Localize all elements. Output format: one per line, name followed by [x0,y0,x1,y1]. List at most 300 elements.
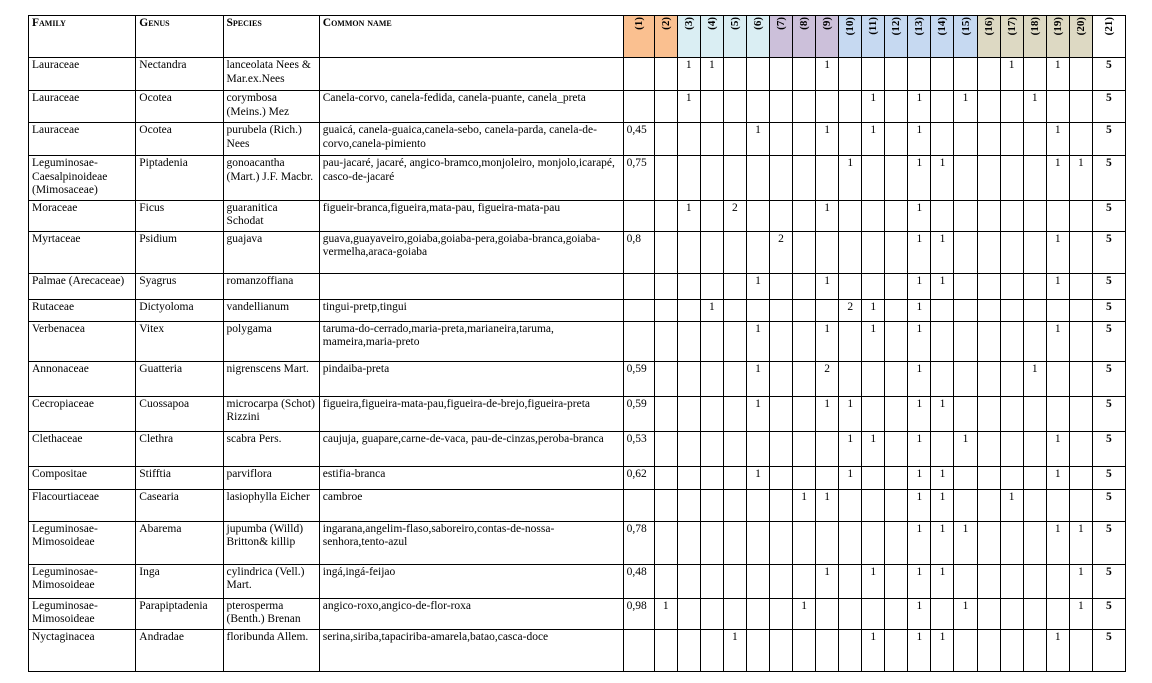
cell-col-2 [654,273,677,299]
column-header-10 [839,16,862,58]
cell-col-17: 1 [1000,58,1023,91]
cell-col-10 [839,598,862,629]
cell-common: angico-roxo,angico-de-flor-roxa [319,598,623,629]
cell-species: vandellianum [223,299,319,321]
cell-col-5 [723,361,746,396]
cell-common: figueira,figueira-mata-pau,figueira-de-brejo,figueira-preta [319,396,623,431]
cell-col-7 [769,564,792,598]
cell-family: Verbenacea [29,321,136,361]
column-header-genus: Genus [136,16,223,58]
cell-species: gonoacantha (Mart.) J.F. Macbr. [223,156,319,201]
cell-col-9 [816,521,839,564]
cell-col-13: 1 [908,200,931,231]
cell-col-17 [1000,564,1023,598]
cell-col-7 [769,91,792,123]
cell-genus: Clethra [136,431,223,466]
cell-col-5 [723,321,746,361]
cell-col-18 [1023,321,1046,361]
rotated-header-label: (7) [775,17,788,30]
cell-col-11 [862,361,885,396]
cell-col-9 [816,156,839,201]
cell-col-17 [1000,466,1023,489]
cell-col-20 [1069,123,1092,156]
cell-col-12 [885,564,908,598]
cell-col-18 [1023,299,1046,321]
cell-species: pterosperma (Benth.) Brenan [223,598,319,629]
cell-col-5 [723,466,746,489]
cell-col-2 [654,58,677,91]
cell-col-21: 5 [1092,564,1125,598]
cell-common: Canela-corvo, canela-fedida, canela-puante, canela_preta [319,91,623,123]
cell-col-2 [654,123,677,156]
cell-col-19 [1046,299,1069,321]
cell-genus: Parapiptadenia [136,598,223,629]
cell-col-10 [839,200,862,231]
cell-col-20 [1069,91,1092,123]
cell-col-21: 5 [1092,156,1125,201]
cell-col-8 [793,396,816,431]
species-table [28,15,1126,672]
cell-col-1 [623,299,654,321]
cell-col-17 [1000,598,1023,629]
rotated-header-label: (4) [705,17,718,30]
cell-col-4 [700,321,723,361]
column-header-17 [1000,16,1023,58]
cell-col-3 [677,156,700,201]
cell-col-19: 1 [1046,156,1069,201]
cell-col-11: 1 [862,123,885,156]
cell-col-18 [1023,598,1046,629]
cell-col-4 [700,521,723,564]
cell-col-10 [839,58,862,91]
cell-col-15 [954,58,977,91]
table-row [29,564,1126,598]
cell-col-8 [793,156,816,201]
cell-col-3 [677,489,700,521]
cell-col-11: 1 [862,91,885,123]
cell-col-7 [769,521,792,564]
cell-col-9 [816,598,839,629]
cell-genus: Piptadenia [136,156,223,201]
cell-family: Clethaceae [29,431,136,466]
cell-family: Cecropiaceae [29,396,136,431]
cell-col-3 [677,521,700,564]
column-header-8 [793,16,816,58]
cell-col-14: 1 [931,564,954,598]
cell-col-7 [769,629,792,671]
cell-col-18 [1023,156,1046,201]
cell-col-1: 0,53 [623,431,654,466]
cell-col-19: 1 [1046,123,1069,156]
cell-col-14 [931,598,954,629]
cell-col-19: 1 [1046,629,1069,671]
rotated-header-label: (1) [632,17,645,30]
cell-col-21: 5 [1092,466,1125,489]
rotated-header-label: (15) [959,17,972,36]
cell-genus: Andradae [136,629,223,671]
cell-col-3 [677,299,700,321]
column-header-20 [1069,16,1092,58]
cell-col-7 [769,361,792,396]
cell-col-16 [977,396,1000,431]
cell-family: Compositae [29,466,136,489]
cell-genus: Psidium [136,231,223,273]
cell-family: Lauraceae [29,123,136,156]
column-header-7 [769,16,792,58]
cell-col-2 [654,564,677,598]
cell-col-10 [839,231,862,273]
cell-col-2 [654,299,677,321]
cell-col-10: 1 [839,156,862,201]
cell-col-1 [623,489,654,521]
cell-col-20: 1 [1069,521,1092,564]
cell-col-17 [1000,123,1023,156]
cell-col-19 [1046,361,1069,396]
cell-col-15: 1 [954,431,977,466]
cell-col-6 [746,58,769,91]
cell-col-4 [700,200,723,231]
cell-genus: Abarema [136,521,223,564]
cell-col-9 [816,231,839,273]
cell-col-16 [977,361,1000,396]
cell-species: lanceolata Nees & Mar.ex.Nees [223,58,319,91]
cell-col-21: 5 [1092,321,1125,361]
cell-col-8 [793,200,816,231]
column-header-species: Species [223,16,319,58]
cell-col-14 [931,123,954,156]
cell-col-6 [746,91,769,123]
cell-col-9 [816,91,839,123]
cell-common: taruma-do-cerrado,maria-preta,marianeira,taruma, mameira,maria-preto [319,321,623,361]
cell-col-10 [839,91,862,123]
cell-genus: Stifftia [136,466,223,489]
cell-col-20 [1069,396,1092,431]
cell-common: ingá,ingá-feijao [319,564,623,598]
cell-col-3: 1 [677,58,700,91]
cell-common: figueir-branca,figueira,mata-pau, figueira-mata-pau [319,200,623,231]
cell-col-15: 1 [954,521,977,564]
cell-family: Leguminosae-Mimosoideae [29,564,136,598]
cell-col-11: 1 [862,431,885,466]
cell-col-19: 1 [1046,521,1069,564]
cell-col-3 [677,629,700,671]
table-header [29,16,1126,58]
cell-col-10 [839,123,862,156]
header-row [29,16,1126,58]
cell-col-21: 5 [1092,521,1125,564]
cell-col-15 [954,361,977,396]
cell-col-18 [1023,231,1046,273]
cell-col-20 [1069,466,1092,489]
rotated-header-label: (20) [1074,17,1087,36]
cell-col-17 [1000,200,1023,231]
cell-col-20: 1 [1069,564,1092,598]
cell-col-6: 1 [746,361,769,396]
cell-col-3 [677,431,700,466]
cell-col-16 [977,123,1000,156]
cell-col-9: 1 [816,123,839,156]
cell-col-17 [1000,91,1023,123]
cell-col-5 [723,564,746,598]
cell-col-16 [977,156,1000,201]
rotated-header-label: (11) [867,17,880,35]
cell-col-16 [977,521,1000,564]
cell-col-6 [746,431,769,466]
cell-col-18 [1023,489,1046,521]
cell-col-6: 1 [746,466,769,489]
cell-col-9 [816,466,839,489]
cell-col-12 [885,200,908,231]
cell-col-16 [977,321,1000,361]
cell-col-12 [885,629,908,671]
cell-col-3 [677,123,700,156]
rotated-header-label: (14) [936,17,949,36]
cell-col-20 [1069,231,1092,273]
cell-family: Nyctaginacea [29,629,136,671]
cell-col-14 [931,91,954,123]
cell-col-16 [977,466,1000,489]
cell-col-11 [862,396,885,431]
cell-col-10 [839,273,862,299]
cell-common: ingarana,angelim-flaso,saboreiro,contas-de-nossa-senhora,tento-azul [319,521,623,564]
cell-col-9 [816,431,839,466]
cell-family: Palmae (Arecaceae) [29,273,136,299]
column-header-4 [700,16,723,58]
cell-col-3 [677,396,700,431]
cell-col-20 [1069,361,1092,396]
table-row [29,466,1126,489]
cell-col-15 [954,321,977,361]
cell-col-16 [977,200,1000,231]
cell-col-20 [1069,273,1092,299]
cell-col-9 [816,629,839,671]
cell-col-7 [769,156,792,201]
cell-col-4: 1 [700,299,723,321]
cell-col-19 [1046,564,1069,598]
cell-col-18 [1023,564,1046,598]
cell-col-6 [746,299,769,321]
table-row [29,231,1126,273]
rotated-header-label: (18) [1028,17,1041,36]
cell-col-12 [885,299,908,321]
cell-genus: Cuossapoa [136,396,223,431]
cell-col-13: 1 [908,123,931,156]
cell-col-10 [839,361,862,396]
cell-col-17 [1000,521,1023,564]
cell-col-21: 5 [1092,629,1125,671]
table-row [29,273,1126,299]
cell-col-21: 5 [1092,299,1125,321]
cell-genus: Inga [136,564,223,598]
cell-col-7 [769,273,792,299]
cell-col-4 [700,91,723,123]
cell-col-12 [885,489,908,521]
cell-col-16 [977,273,1000,299]
cell-col-9: 1 [816,489,839,521]
cell-col-4 [700,231,723,273]
cell-col-16 [977,299,1000,321]
cell-col-13: 1 [908,273,931,299]
cell-col-9: 1 [816,273,839,299]
cell-col-3: 1 [677,200,700,231]
cell-col-8 [793,299,816,321]
cell-col-20 [1069,489,1092,521]
cell-col-7 [769,489,792,521]
cell-col-13: 1 [908,521,931,564]
cell-common: pau-jacaré, jacaré, angico-bramco,monjoleiro, monjolo,icarapé, casco-de-jacaré [319,156,623,201]
cell-col-2 [654,321,677,361]
cell-col-16 [977,58,1000,91]
cell-col-12 [885,598,908,629]
cell-col-21: 5 [1092,231,1125,273]
cell-col-21: 5 [1092,273,1125,299]
cell-col-14: 1 [931,231,954,273]
cell-col-4 [700,489,723,521]
column-header-common-name: Common name [319,16,623,58]
cell-col-6: 1 [746,321,769,361]
cell-family: Leguminosae-Mimosoideae [29,598,136,629]
cell-col-13: 1 [908,466,931,489]
cell-col-18 [1023,521,1046,564]
cell-col-1 [623,200,654,231]
rotated-header-label: (6) [751,17,764,30]
rotated-header-label: (12) [890,17,903,36]
cell-col-5 [723,299,746,321]
table-row [29,598,1126,629]
cell-genus: Nectandra [136,58,223,91]
cell-col-21: 5 [1092,123,1125,156]
cell-col-12 [885,58,908,91]
cell-col-5 [723,396,746,431]
cell-col-21: 5 [1092,58,1125,91]
cell-species: scabra Pers. [223,431,319,466]
cell-col-2 [654,396,677,431]
cell-col-17 [1000,156,1023,201]
cell-col-20 [1069,200,1092,231]
cell-col-6 [746,629,769,671]
cell-col-6 [746,200,769,231]
cell-col-3 [677,598,700,629]
rotated-header-label: (19) [1051,17,1064,36]
cell-genus: Syagrus [136,273,223,299]
cell-col-18 [1023,629,1046,671]
cell-col-19: 1 [1046,273,1069,299]
cell-col-14: 1 [931,466,954,489]
table-row [29,123,1126,156]
rotated-header-label: (10) [844,17,857,36]
cell-col-21: 5 [1092,489,1125,521]
cell-col-18 [1023,431,1046,466]
cell-col-5 [723,489,746,521]
cell-col-14: 1 [931,489,954,521]
cell-col-3 [677,273,700,299]
cell-col-19 [1046,489,1069,521]
cell-col-9: 1 [816,200,839,231]
cell-col-19 [1046,91,1069,123]
cell-col-11: 1 [862,564,885,598]
cell-species: cylindrica (Vell.) Mart. [223,564,319,598]
cell-species: parviflora [223,466,319,489]
cell-col-16 [977,489,1000,521]
cell-col-8 [793,521,816,564]
cell-col-17 [1000,321,1023,361]
cell-col-1 [623,273,654,299]
cell-col-2 [654,431,677,466]
cell-col-4 [700,156,723,201]
cell-col-13 [908,58,931,91]
cell-family: Myrtaceae [29,231,136,273]
cell-col-17 [1000,273,1023,299]
cell-col-17 [1000,361,1023,396]
cell-col-4 [700,123,723,156]
cell-family: Leguminosae-Mimosoideae [29,521,136,564]
cell-species: lasiophylla Eicher [223,489,319,521]
cell-col-20 [1069,321,1092,361]
column-header-5 [723,16,746,58]
column-header-14 [931,16,954,58]
cell-col-15 [954,466,977,489]
cell-col-15: 1 [954,91,977,123]
cell-col-21: 5 [1092,598,1125,629]
cell-col-2 [654,521,677,564]
rotated-header-label: (2) [659,17,672,30]
cell-col-13: 1 [908,299,931,321]
cell-species: romanzoffiana [223,273,319,299]
cell-col-11 [862,489,885,521]
rotated-header-label: (13) [913,17,926,36]
cell-col-1: 0,8 [623,231,654,273]
cell-col-6 [746,231,769,273]
cell-col-7 [769,431,792,466]
cell-col-4 [700,629,723,671]
cell-col-5 [723,273,746,299]
cell-col-17 [1000,231,1023,273]
cell-col-5 [723,156,746,201]
cell-col-15 [954,489,977,521]
cell-col-21: 5 [1092,200,1125,231]
cell-col-4 [700,396,723,431]
cell-col-19: 1 [1046,231,1069,273]
cell-col-19: 1 [1046,321,1069,361]
cell-col-14 [931,321,954,361]
cell-common: estifia-branca [319,466,623,489]
cell-species: corymbosa (Meins.) Mez [223,91,319,123]
cell-col-13: 1 [908,361,931,396]
table-row [29,521,1126,564]
cell-col-5 [723,231,746,273]
cell-col-8 [793,91,816,123]
column-header-family: Family [29,16,136,58]
cell-genus: Dictyoloma [136,299,223,321]
cell-col-1 [623,91,654,123]
rotated-header-label: (8) [798,17,811,30]
cell-col-9: 1 [816,564,839,598]
cell-col-15 [954,231,977,273]
cell-species: polygama [223,321,319,361]
cell-col-2 [654,466,677,489]
cell-col-2 [654,629,677,671]
cell-col-18 [1023,273,1046,299]
cell-col-9: 1 [816,58,839,91]
cell-col-11: 1 [862,321,885,361]
cell-genus: Guatteria [136,361,223,396]
cell-col-1 [623,629,654,671]
cell-col-14: 1 [931,156,954,201]
cell-col-3 [677,466,700,489]
cell-col-13: 1 [908,321,931,361]
cell-col-11 [862,58,885,91]
cell-col-1: 0,62 [623,466,654,489]
